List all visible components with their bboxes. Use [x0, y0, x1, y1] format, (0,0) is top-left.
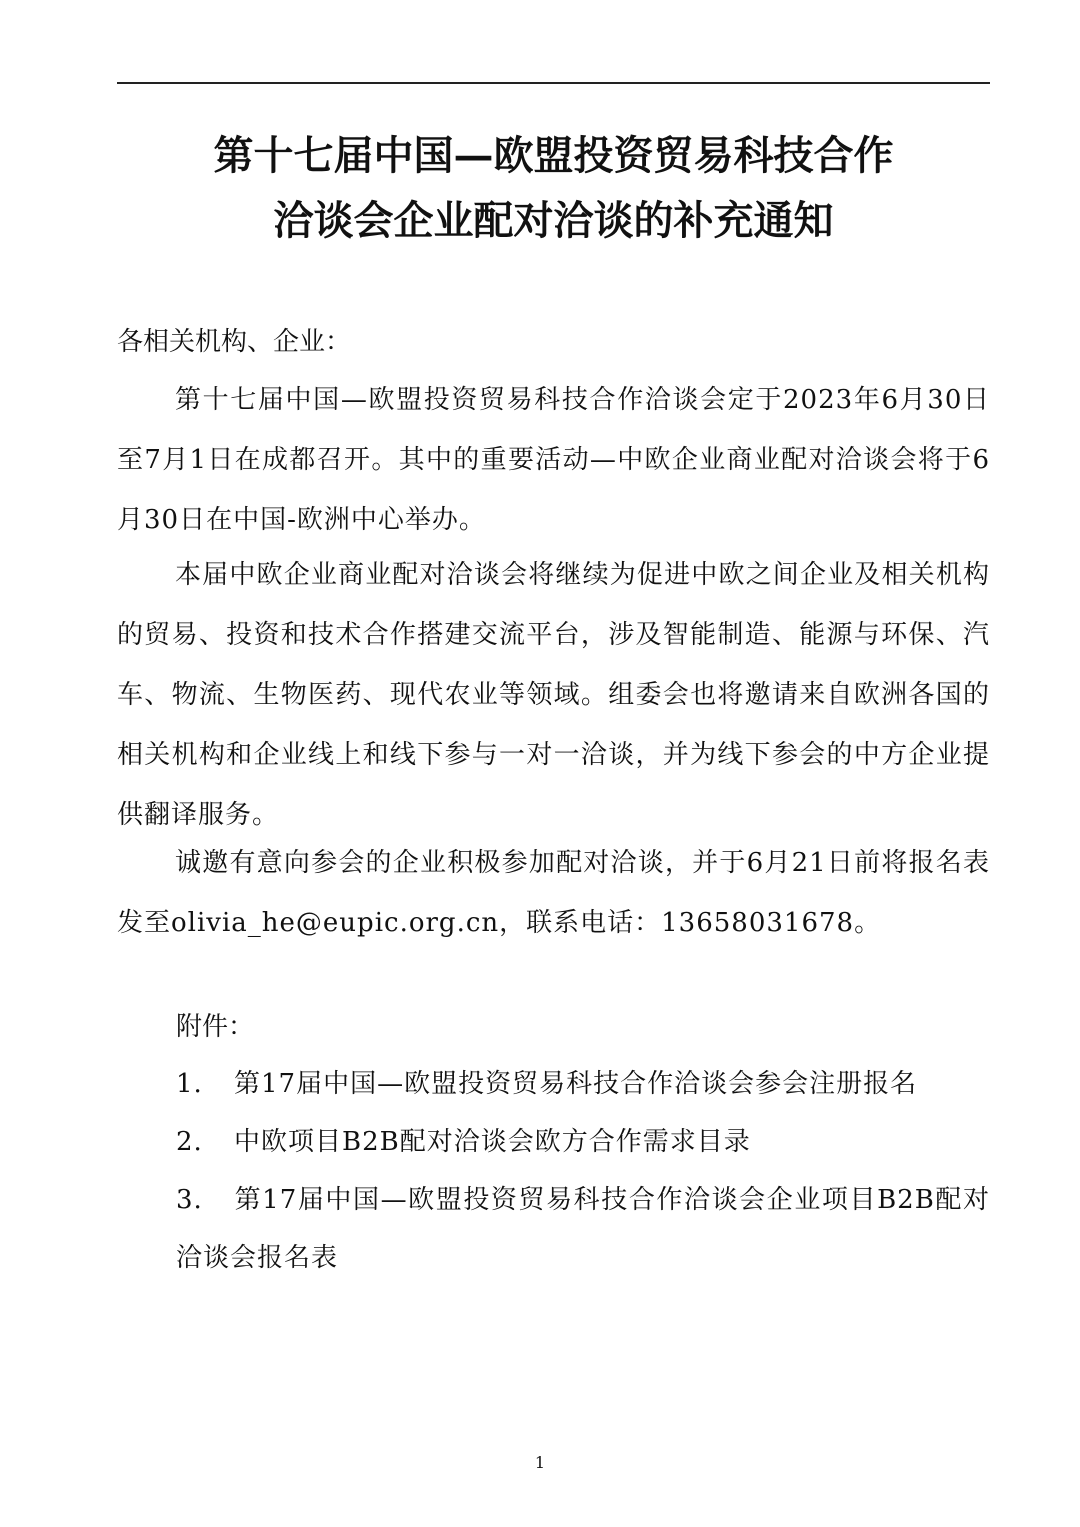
header-rule — [117, 82, 990, 84]
attachment-item — [176, 1171, 990, 1287]
attachment-number: 3. — [176, 1185, 203, 1215]
salutation: 各相关机构、企业： — [117, 327, 352, 357]
attachment-text: 中欧项目B2B配对洽谈会欧方合作需求目录 — [234, 1127, 751, 1157]
paragraph-event-intro: 第十七届中国—欧盟投资贸易科技合作洽谈会定于2023年6月30日至7月1日在成都召开。其中的重要活动—中欧企业商业配对洽谈会将于6月30日在中国-欧洲中心举办。 — [117, 385, 990, 535]
attachment-item — [176, 1055, 990, 1113]
attachment-item — [176, 1113, 990, 1171]
document-title-line-2: 洽谈会企业配对洽谈的补充通知 — [273, 197, 834, 244]
attachment-number: 1. — [176, 1069, 203, 1099]
attachments-label: 附件： — [176, 1012, 255, 1042]
paragraph-event-scope: 本届中欧企业商业配对洽谈会将继续为促进中欧之间企业及相关机构的贸易、投资和技术合作搭建交流平台，涉及智能制造、能源与环保、汽车、物流、生物医药、现代农业等领域。组委会也将邀请来自欧洲各国的相关机构和企业线上和线下参与一对一洽谈，并为线下参会的中方企业提供翻译服务。 — [117, 560, 990, 830]
document-title-line-1: 第十七届中国—欧盟投资贸易科技合作 — [213, 132, 894, 179]
attachment-text: 第17届中国—欧盟投资贸易科技合作洽谈会企业项目B2B配对洽谈会报名表 — [176, 1185, 990, 1273]
attachment-text: 第17届中国—欧盟投资贸易科技合作洽谈会参会注册报名 — [234, 1069, 918, 1099]
page-number: 1 — [534, 1453, 546, 1472]
attachment-number: 2. — [176, 1127, 203, 1157]
paragraph-invitation-contact: 诚邀有意向参会的企业积极参加配对洽谈，并于6月21日前将报名表发至olivia_he@eupic.org.cn，联系电话：13658031678。 — [117, 848, 990, 938]
